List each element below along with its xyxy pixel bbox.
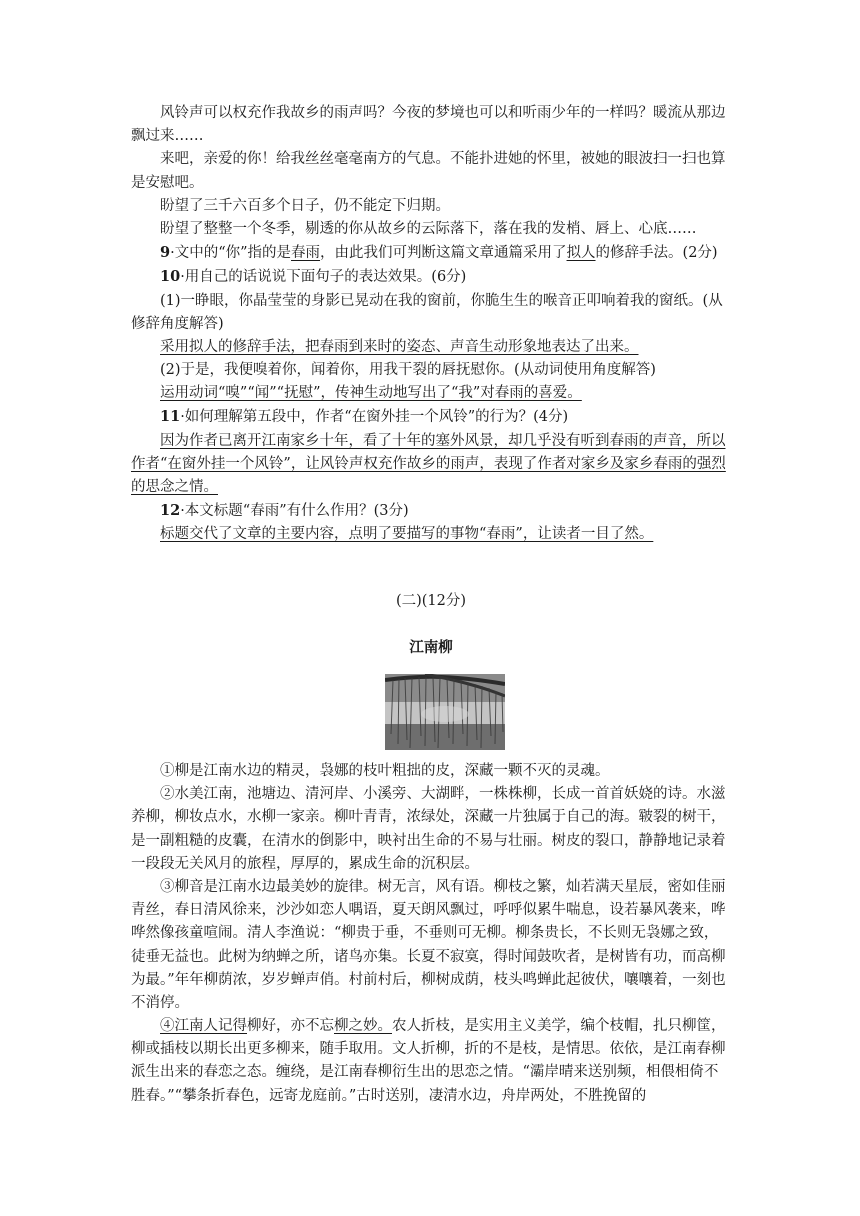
answer-blank: 拟人 xyxy=(566,245,596,262)
answer-text: 采用拟人的修辞手法，把春雨到来时的姿态、声音生动形象地表达了出来。 xyxy=(160,338,639,355)
question-text: ·本文标题“春雨”有什么作用？(3分) xyxy=(180,503,409,520)
section-title: (二)(12分) xyxy=(395,593,467,609)
question-number: 9 xyxy=(160,244,171,262)
question-text: ·用自己的话说说下面句子的表达效果。(6分) xyxy=(180,269,467,286)
question-number: 12 xyxy=(160,502,181,520)
paragraph: ①柳是江南水边的精灵，袅娜的枝叶粗拙的皮，深藏一颗不灭的灵魂。 xyxy=(160,763,610,779)
paragraph-text: 柳好，亦不忘 xyxy=(247,1018,334,1035)
paragraph: 来吧，亲爱的你！给我丝丝毫毫南方的气息。不能扑进她的怀里，被她的眼波扫一扫也算是安慰吧。 xyxy=(131,151,726,191)
answer-blank: 春雨 xyxy=(291,245,321,262)
underlined-text: ④江南人记得 xyxy=(160,1018,247,1035)
sub-question: (1)一睁眼，你晶莹莹的身影已晃动在我的窗前，你脆生生的喉音正叩响着我的窗纸。(从修辞角度解答) xyxy=(131,292,723,332)
paragraph: ②水美江南，池塘边、清河岸、小溪旁、大湖畔，一株株柳，长成一首首妖娆的诗。水滋养柳，柳妆点水，水柳一家亲。柳叶青青，浓绿处，深藏一片独属于自己的海。皲裂的树干，是一副粗糙的皮囊，在清水的倒影中，映衬出生命的不易与壮丽。树皮的裂口，静静地记录着一段段无关风月的旅程，厚厚的，累成生命的沉积层。 xyxy=(131,786,726,872)
question-text: ，由此我们可判断这篇文章通篇采用了 xyxy=(320,245,567,262)
answer xyxy=(131,523,731,546)
answer xyxy=(131,382,731,405)
question-text: 的修辞手法。(2分) xyxy=(595,245,718,262)
answer xyxy=(131,430,731,500)
answer-text: 运用动词“嗅”“闻”“抚慰”，传神生动地写出了“我”对春雨的喜爱。 xyxy=(160,385,582,402)
paragraph: 风铃声可以权充作我故乡的雨声吗？今夜的梦境也可以和听雨少年的一样吗？暖流从那边飘过来…… xyxy=(131,105,726,145)
answer-text: 标题交代了文章的主要内容，点明了要描写的事物“春雨”，让读者一目了然。 xyxy=(160,526,654,543)
willow-photo-icon xyxy=(385,674,505,750)
underlined-text: 柳之妙。 xyxy=(334,1018,392,1035)
question-number: 11 xyxy=(160,408,181,426)
sub-question: (2)于是，我便嗅着你，闻着你，用我干裂的唇抚慰你。(从动词使用角度解答) xyxy=(160,362,656,379)
question-11 xyxy=(131,405,731,429)
question-12 xyxy=(131,499,731,523)
paragraph: 盼望了三千六百多个日子，仍不能定下归期。 xyxy=(160,197,450,214)
question-text: ·文中的“你”指的是 xyxy=(170,245,292,262)
question-10 xyxy=(131,265,731,289)
paragraph-text: 农人折枝，是实用主义美学，编个枝帽，扎只柳筐，柳或插枝以期长出更多柳来，随手取用。文人折柳，折的不是枝，是情思。依依，是江南春柳派生出来的春恋之态。缠绕，是江南春柳衍生出的思恋之情。“灞岸晴来送别频，相偎相倚不胜春。”“攀条折春色，远寄龙庭前。”古时送别，凄清水边，舟岸两处，不胜挽留的 xyxy=(131,1018,726,1104)
paragraph: ③柳音是江南水边最美妙的旋律。树无言，风有语。柳枝之繁，灿若满天星辰，密如佳丽青丝，春日清风徐来，沙沙如恋人喁语，夏天朗风飘过，呼呼似累牛喘息，设若暴风袭来，哗哗然像孩童喧闹。清人李渔说：“柳贵于垂，不垂则可无柳。柳条贵长，不长则无袅娜之致，徒垂无益也。此树为纳蝉之所，诸鸟亦集。长夏不寂寞，得时闻鼓吹者，是树皆有功，而高柳为最。”年年柳荫浓，岁岁蝉声俏。村前村后，柳树成荫，枝头鸣蝉此起彼伏，嚷嚷着，一刻也不消停。 xyxy=(131,878,726,1011)
part1 xyxy=(131,102,731,547)
question-text: ·如何理解第五段中，作者“在窗外挂一个风铃”的行为？(4分) xyxy=(180,409,569,426)
paragraph: 盼望了整整一个冬季，剔透的你从故乡的云际落下，落在我的发梢、唇上、心底…… xyxy=(160,220,697,237)
paragraph-4 xyxy=(131,1015,731,1108)
question-number: 10 xyxy=(160,268,181,286)
article-title: 江南柳 xyxy=(409,639,453,656)
question-9 xyxy=(131,241,731,265)
answer xyxy=(131,336,731,359)
part2 xyxy=(131,760,731,1108)
answer-text: 因为作者已离开江南家乡十年，看了十年的塞外风景，却几乎没有听到春雨的声音，所以作者“在窗外挂一个风铃”，让风铃声权充作故乡的雨声，表现了作者对家乡及家乡春雨的强烈的思念之情。 xyxy=(131,432,726,495)
